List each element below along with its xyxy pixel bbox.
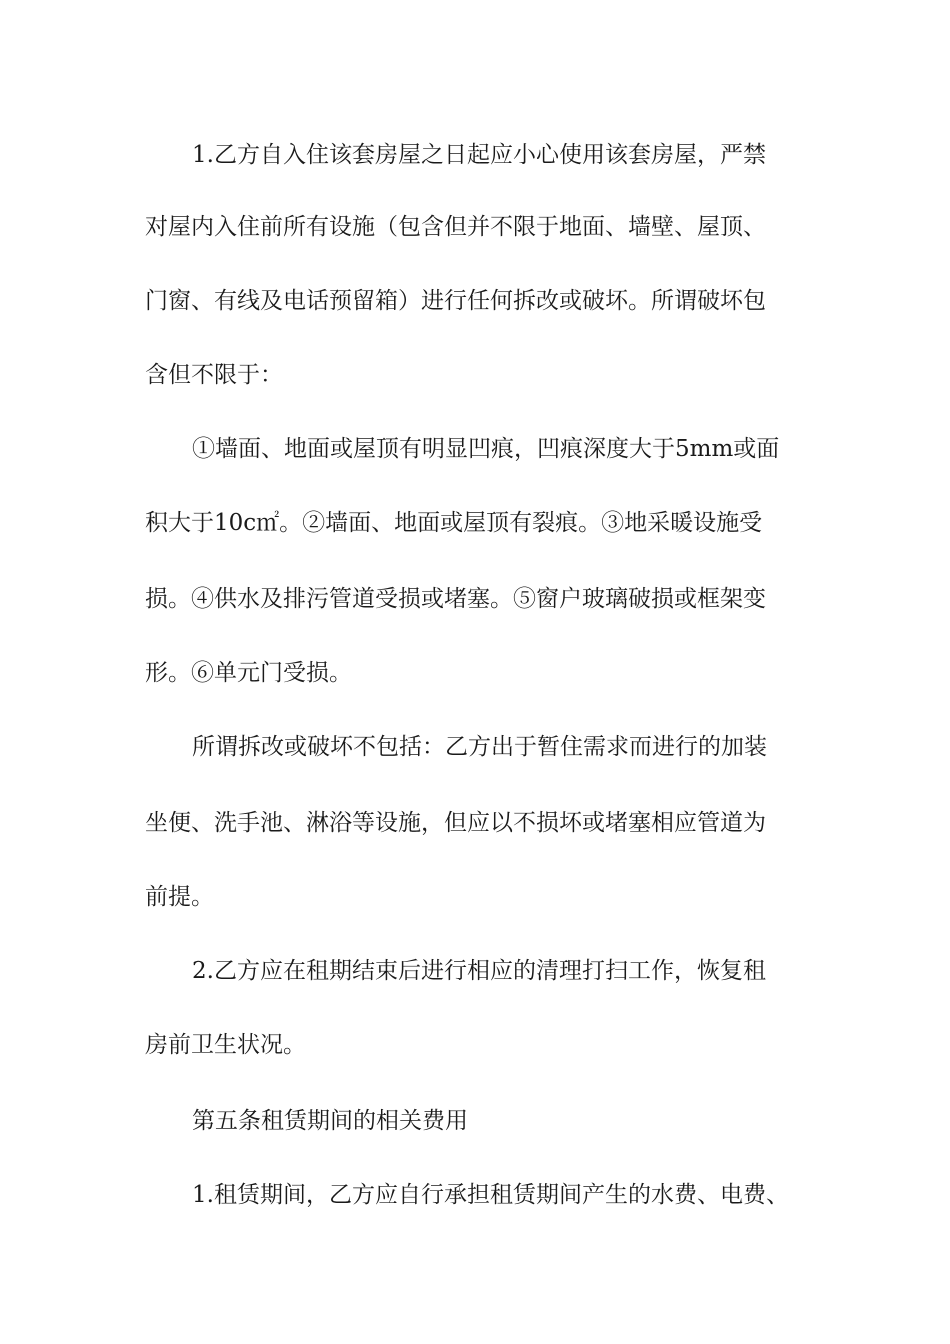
paragraph-2-line-4: 形。⑥单元门受损。: [145, 660, 352, 686]
paragraph-3-line-1: 所谓拆改或破坏不包括：乙方出于暂住需求而进行的加装: [192, 734, 767, 760]
section-heading-article-5: 第五条租赁期间的相关费用: [192, 1108, 468, 1134]
paragraph-1-line-1: 1.乙方自入住该套房屋之日起应小心使用该套房屋，严禁: [192, 142, 766, 168]
paragraph-2-line-1: ①墙面、地面或屋顶有明显凹痕，凹痕深度大于5mm或面: [192, 436, 780, 462]
paragraph-3-line-3: 前提。: [145, 884, 214, 910]
paragraph-1-line-4: 含但不限于：: [145, 362, 283, 388]
paragraph-1-line-3: 门窗、有线及电话预留箱）进行任何拆改或破坏。所谓破坏包: [145, 288, 766, 314]
paragraph-3-line-2: 坐便、洗手池、淋浴等设施，但应以不损坏或堵塞相应管道为: [145, 810, 766, 836]
paragraph-4-line-2: 房前卫生状况。: [145, 1032, 306, 1058]
paragraph-2-line-2: 积大于10c㎡。②墙面、地面或屋顶有裂痕。③地采暖设施受: [145, 510, 763, 536]
paragraph-1-line-2: 对屋内入住前所有设施（包含但并不限于地面、墙壁、屋顶、: [145, 214, 766, 240]
paragraph-6-line-1: 1.租赁期间，乙方应自行承担租赁期间产生的水费、电费、: [192, 1182, 789, 1208]
paragraph-2-line-3: 损。④供水及排污管道受损或堵塞。⑤窗户玻璃破损或框架变: [145, 586, 766, 612]
paragraph-4-line-1: 2.乙方应在租期结束后进行相应的清理打扫工作，恢复租: [192, 958, 766, 984]
